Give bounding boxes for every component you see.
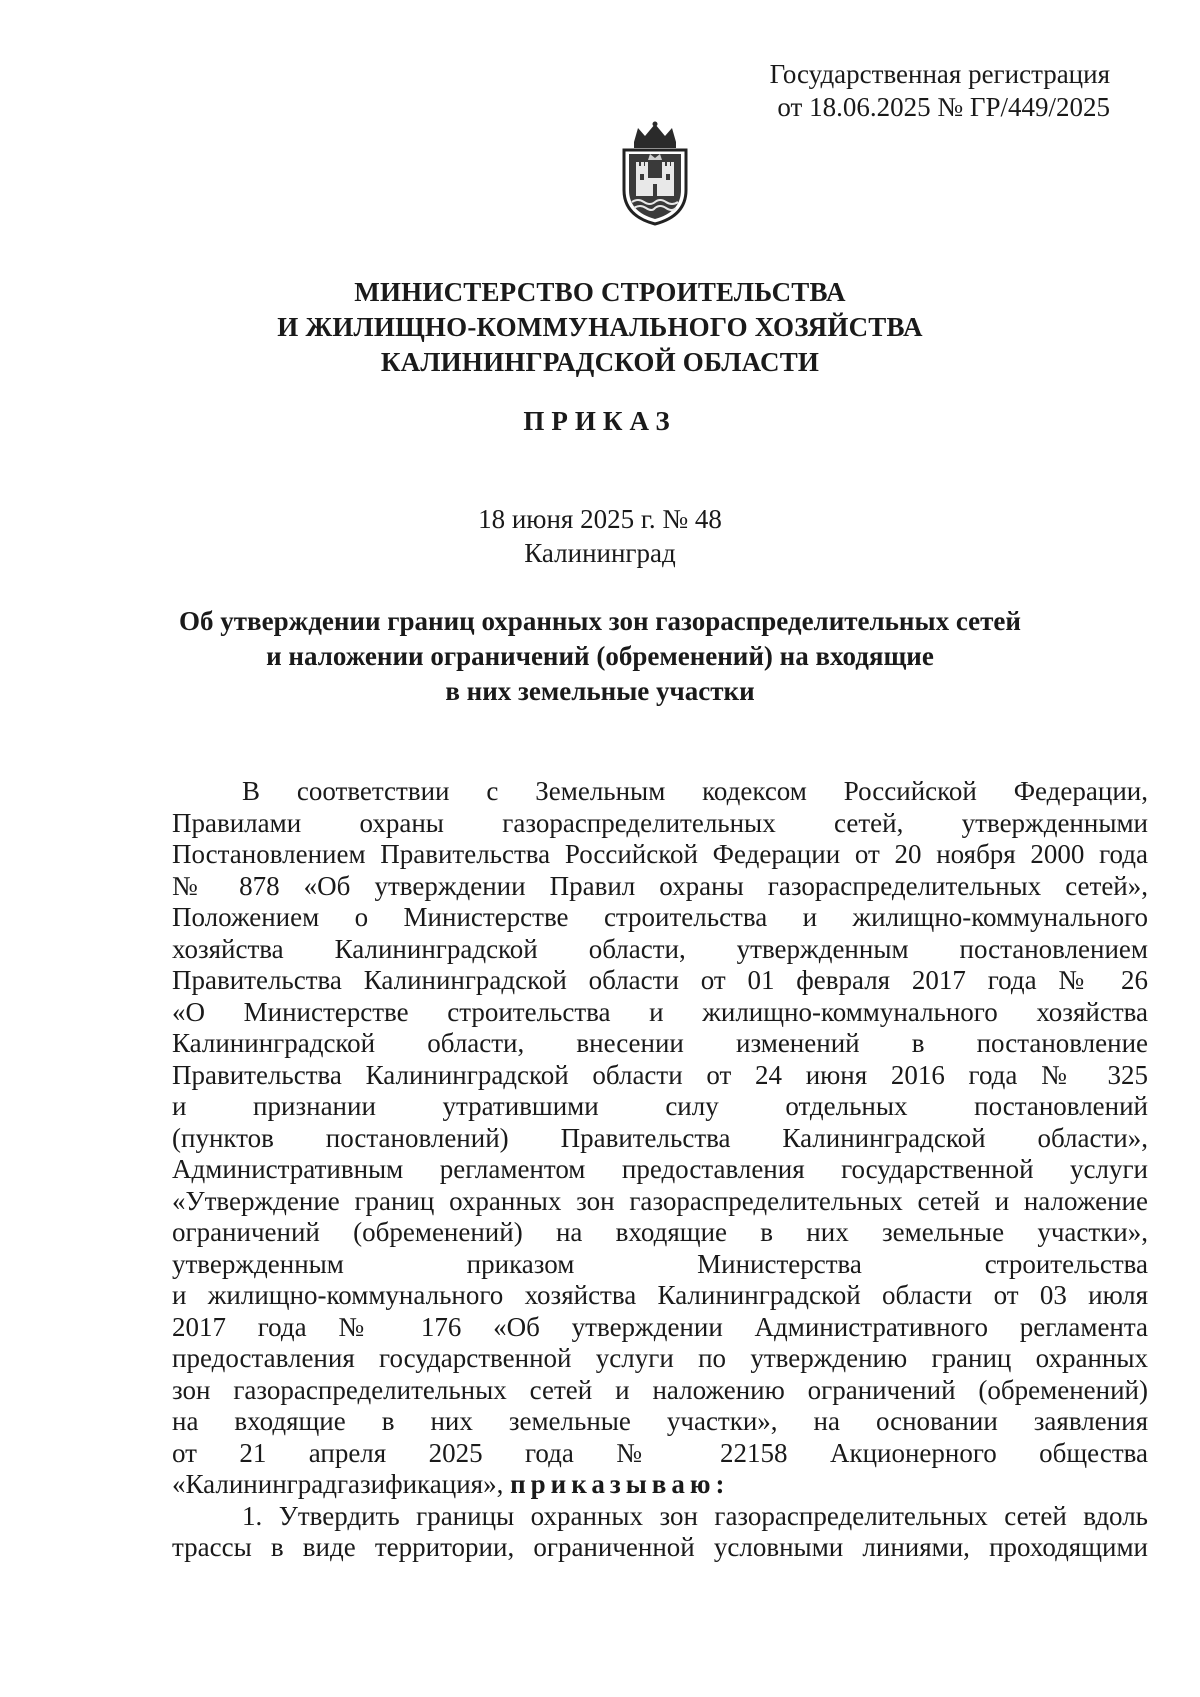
body-line: «О Министерстве строительства и жилищно-коммунального хозяйства bbox=[172, 996, 1148, 1027]
ministry-header bbox=[0, 275, 1200, 380]
subject-line-3: в них земельные участки bbox=[445, 676, 755, 706]
subject-line-1: Об утверждении границ охранных зон газораспределительных сетей bbox=[179, 606, 1021, 636]
body-line: Правительства Калининградской области от 24 июня 2016 года № 325 bbox=[172, 1059, 1148, 1090]
body-line: ограничений (обременений) на входящие в них земельные участки», bbox=[172, 1217, 1148, 1247]
body-line: Положением о Министерстве строительства и жилищно-коммунального bbox=[172, 902, 1148, 932]
body-line: Правилами охраны газораспределительных сетей, утвержденными bbox=[172, 807, 1148, 838]
kaliningrad-coat-of-arms-icon bbox=[612, 120, 698, 228]
body-line-final bbox=[172, 1469, 1148, 1501]
body-line: Постановлением Правительства Российской Федерации от 20 ноября 2000 года bbox=[172, 839, 1148, 869]
body-line: Административным регламентом предоставления государственной услуги bbox=[172, 1154, 1148, 1184]
body-line: зон газораспределительных сетей и наложению ограничений (обременений) bbox=[172, 1374, 1148, 1405]
order-body bbox=[172, 776, 1148, 1564]
body-line: 2017 года № 176 «Об утверждении Административного регламента bbox=[172, 1311, 1148, 1342]
body-line: В соответствии с Земельным кодексом Российской Федерации, bbox=[242, 776, 1148, 806]
body-line: на входящие в них земельные участки», на основании заявления bbox=[172, 1406, 1148, 1436]
body-line: (пунктов постановлений) Правительства Калининградской области», bbox=[172, 1122, 1148, 1153]
body-line: предоставления государственной услуги по утверждению границ охранных bbox=[172, 1343, 1148, 1373]
applicant-name: «Калининградгазификация», bbox=[172, 1469, 504, 1499]
body-line: утвержденным приказом Министерства строительства bbox=[172, 1248, 1148, 1279]
body-line: Калининградской области, внесении изменений в постановление bbox=[172, 1028, 1148, 1058]
document-type: ПРИКАЗ bbox=[523, 406, 677, 436]
body-line: от 21 апреля 2025 года № 22158 Акционерного общества bbox=[172, 1437, 1148, 1468]
registration-title: Государственная регистрация bbox=[769, 59, 1110, 89]
ministry-line-2: И ЖИЛИЩНО-КОММУНАЛЬНОГО ХОЗЯЙСТВА bbox=[277, 312, 923, 342]
order-city: Калининград bbox=[524, 538, 676, 568]
registration-number: от 18.06.2025 № ГР/449/2025 bbox=[777, 92, 1110, 122]
body-line: Правительства Калининградской области от 01 февраля 2017 года № 26 bbox=[172, 965, 1148, 995]
item-1-line-1: 1. Утвердить границы охранных зон газораспределительных сетей вдоль bbox=[242, 1500, 1148, 1531]
registration-stamp bbox=[770, 58, 1110, 124]
body-line: и жилищно-коммунального хозяйства Калининградской области от 03 июля bbox=[172, 1280, 1148, 1310]
body-line: «Утверждение границ охранных зон газораспределительных сетей и наложение bbox=[172, 1185, 1148, 1216]
ministry-line-1: МИНИСТЕРСТВО СТРОИТЕЛЬСТВА bbox=[354, 277, 846, 307]
order-date-number: 18 июня 2025 г. № 48 bbox=[478, 504, 722, 534]
subject-line-2: и наложении ограничений (обременений) на входящие bbox=[266, 641, 934, 671]
ministry-line-3: КАЛИНИНГРАДСКОЙ ОБЛАСТИ bbox=[380, 347, 820, 377]
date-block bbox=[0, 502, 1200, 570]
body-line: и признании утратившими силу отдельных постановлений bbox=[172, 1091, 1148, 1121]
item-1-line-2: трассы в виде территории, ограниченной условными линиями, проходящими bbox=[172, 1532, 1148, 1562]
order-subject bbox=[0, 604, 1200, 709]
body-line: хозяйства Калининградской области, утвержденным постановлением bbox=[172, 933, 1148, 964]
body-line: № 878 «Об утверждении Правил охраны газораспределительных сетей», bbox=[172, 870, 1148, 901]
order-directive: приказываю: bbox=[510, 1469, 730, 1499]
